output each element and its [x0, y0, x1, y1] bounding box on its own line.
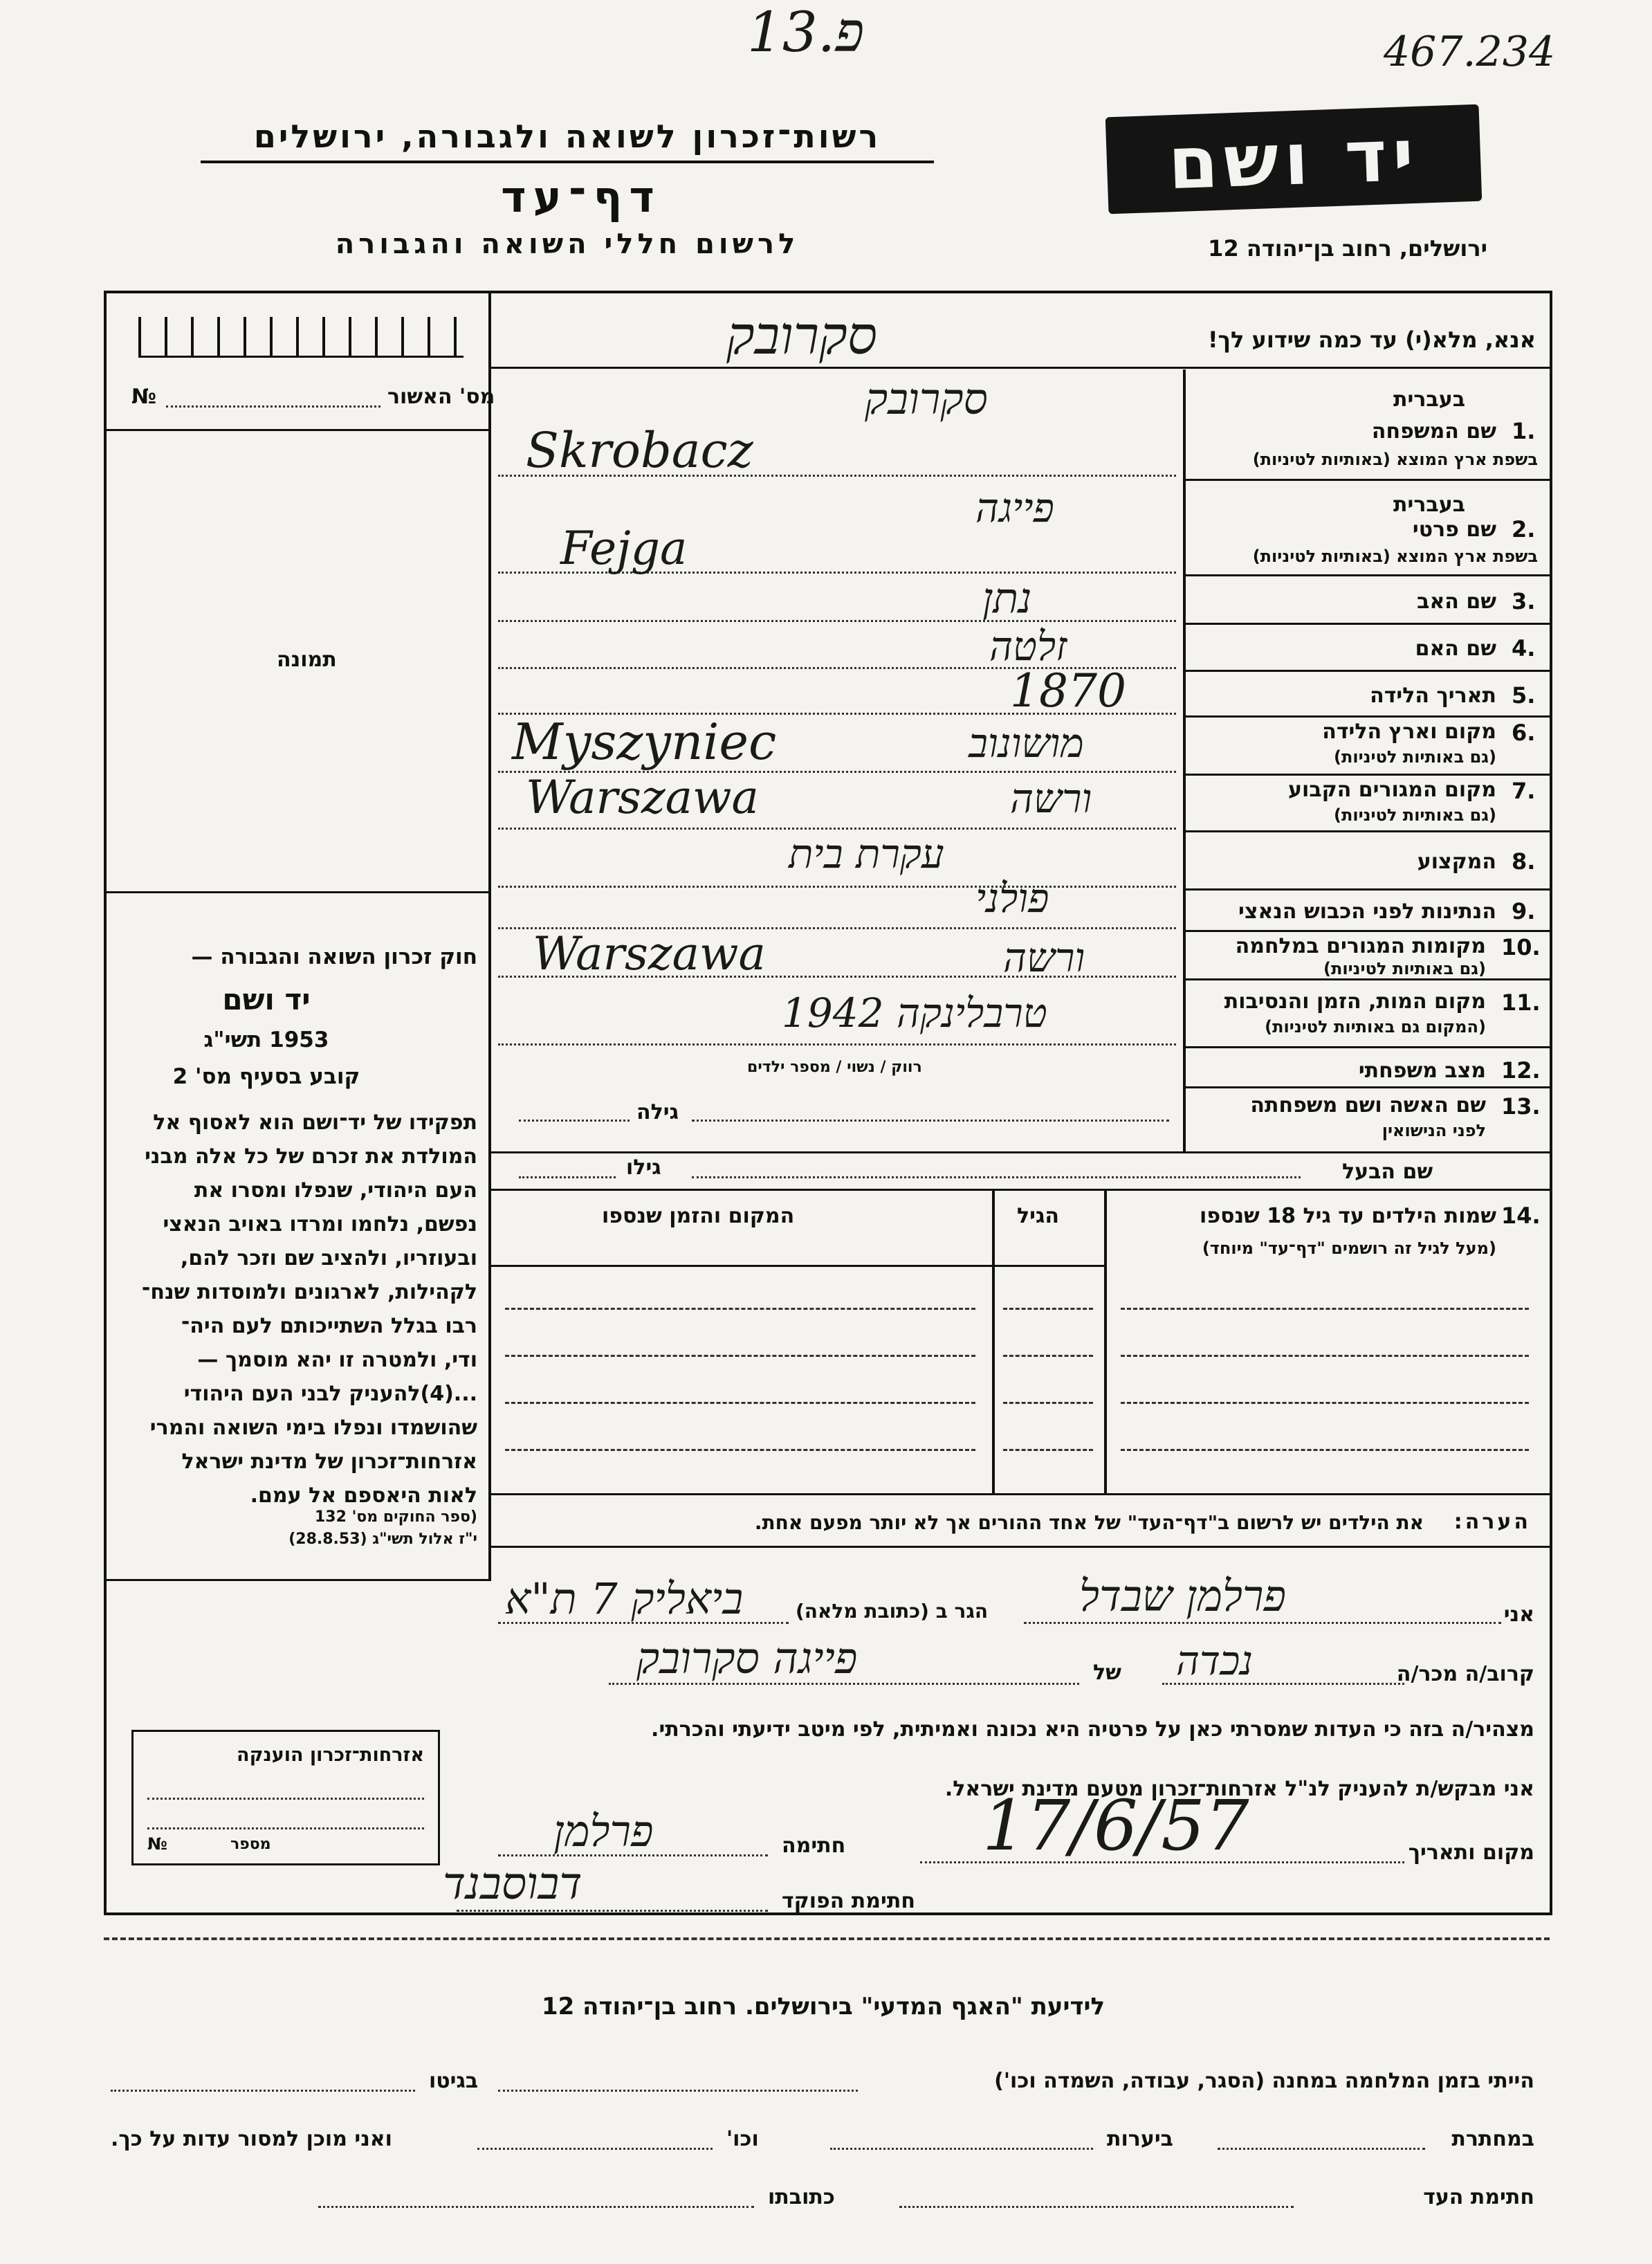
field-value-line: [498, 620, 1176, 622]
footer-testimony-label: ואני מוכן למסור עדות על כך.: [111, 2127, 392, 2151]
children-row-line: [1121, 1402, 1529, 1404]
row-rule: [1186, 479, 1550, 481]
field-6-sub: (גם באותיות לטיניות): [1334, 747, 1496, 767]
field-1-sub: בשפת ארץ המוצא (באותיות לטיניות): [1252, 450, 1538, 469]
instruction-handwritten-name: סקרובק: [726, 304, 877, 366]
field-1-number: 1.: [1512, 418, 1536, 444]
note-rule: [491, 1546, 1550, 1548]
signature-label: חתימה: [782, 1834, 846, 1858]
field-1-label: שם המשפחה: [1371, 419, 1496, 444]
instruction-row-rule: [488, 367, 1550, 369]
law-line: ודי, ולמטרה זו יהא מוסמך —: [197, 1348, 477, 1372]
children-row-line: [1003, 1355, 1093, 1357]
declaration-request: אני מבקש/ת להעניק לנ"ל אזרחות־זכרון מטעם מדינת ישראל.: [944, 1777, 1534, 1801]
instruction: אנא, מלא(י) עד כמה שידוע לך!: [1207, 327, 1536, 353]
field-13-sub: לפני הנישואין: [1382, 1121, 1486, 1140]
law-line: נפשם, נלחמו ומרדו באויב הנאצי: [163, 1212, 477, 1236]
hebrew-label-1: בעברית: [1393, 387, 1465, 412]
field-10-sub: (גם באותיות לטיניות): [1323, 959, 1486, 978]
law-line: המולדת את זכרם של כל אלה מבני: [145, 1144, 477, 1169]
approval-no-mark: №: [131, 385, 157, 409]
form-title: דף־עד: [501, 172, 661, 222]
approval-ticks: [138, 317, 464, 358]
row-rule: [1186, 670, 1550, 672]
note-text: את הילדים יש לרשום ב"דף־העד" של אחד ההורים אך לא יותר מפעם אחת.: [754, 1511, 1424, 1534]
field-4-label: שם האם: [1415, 637, 1496, 661]
row-rule: [1186, 930, 1550, 932]
first-name-latin-value: Fejga: [560, 522, 688, 575]
law-line: ובעוזריו, ולהציב שם וזכר להם,: [180, 1246, 477, 1270]
surname-hebrew-value: סקרובק: [865, 374, 988, 424]
approval-no-line: [166, 405, 380, 408]
footer-ghetto-label: בגיטו: [429, 2069, 479, 2093]
photo-label: תמונה: [277, 648, 337, 672]
war-place-latin-value: Warszawa: [533, 927, 766, 980]
wife-age-line: [519, 1120, 630, 1122]
field-3-label: שם האב: [1417, 590, 1496, 614]
footer-forests-label: ביערות: [1107, 2127, 1173, 2151]
field-11-sub: (המקום גם באותיות לטיניות): [1265, 1017, 1486, 1037]
law-text: [111, 1106, 477, 1513]
declaration-statement: מצהיר/ה בזה כי העדות שמסרתי כאן על פרטיה היא נכונה ואמיתית, לפי מיטב ידיעתי והכרתי.: [651, 1717, 1534, 1742]
hebrew-label-2: בעברית: [1393, 493, 1465, 517]
row-rule: [1186, 623, 1550, 625]
law-line: רבו בגלל השתייכותם לעם היה־: [181, 1314, 477, 1338]
law-ref-1: (ספר החוקים מס' 132: [314, 1508, 477, 1526]
org-line: רשות־זכרון לשואה ולגבורה, ירושלים: [253, 118, 881, 155]
law-line: ...(4)להעניק לבני העם היהודי: [183, 1382, 477, 1406]
left-panel-bottom-rule: [107, 1579, 491, 1581]
page-mark: 13.פ: [747, 0, 865, 64]
children-header-rule: [491, 1265, 1104, 1267]
children-row-line: [1121, 1449, 1529, 1451]
place-date-label: מקום ותאריך: [1408, 1841, 1534, 1865]
approval-no-label: מס' האשור: [387, 385, 495, 409]
relation-of-label: של: [1093, 1661, 1121, 1685]
officer-signature-line: [457, 1910, 768, 1912]
footer-ghetto-line: [111, 2090, 415, 2092]
row-rule: [1186, 715, 1550, 718]
logo: [1105, 104, 1483, 214]
children-row-line: [505, 1308, 975, 1310]
citizenship-line-1: [147, 1798, 424, 1800]
mother-name-value: זלטה: [989, 623, 1067, 670]
footer-underground-label: במחתרת: [1451, 2127, 1534, 2151]
citizenship-value: פולני: [975, 875, 1049, 922]
birth-year-value: 1870: [1010, 664, 1126, 718]
footer-camp-line: [498, 2090, 858, 2092]
field-13-number: 13.: [1501, 1093, 1541, 1120]
husband-name-line: [692, 1176, 1301, 1178]
field-7-sub: (גם באותיות לטיניות): [1334, 805, 1496, 825]
law-line: העם היהודי, שנפלו ומסרו את: [194, 1178, 477, 1203]
law-line: אזרחות־זכרון של מדינת ישראל: [181, 1450, 477, 1474]
field-13-label: שם האשה ושם משפחתה: [1250, 1093, 1486, 1117]
field-3-number: 3.: [1512, 588, 1536, 614]
citizenship-no-label: מספר: [230, 1836, 271, 1853]
citizenship-no-mark: №: [147, 1834, 167, 1854]
field-9-label: הנתינות לפני הכבוש הנאצי: [1238, 900, 1496, 924]
children-row-line: [505, 1355, 975, 1357]
law-title: חוק זכרון השואה והגבורה —: [191, 944, 477, 969]
footer-witness-sig-line: [899, 2206, 1294, 2208]
field-2-number: 2.: [1512, 516, 1536, 542]
footer-separator: [104, 1937, 1550, 1940]
law-line: תפקידו של יד־ושם הוא לאסוף אל: [153, 1111, 477, 1135]
field-8-label: המקצוע: [1417, 850, 1496, 874]
row-rule: [1186, 830, 1550, 832]
first-name-hebrew-value: פייגה: [975, 484, 1054, 531]
husband-age-line: [519, 1176, 616, 1178]
birth-place-latin-value: Myszyniec: [512, 713, 777, 771]
law-line: לאות היאספם אל עמם.: [250, 1484, 477, 1508]
children-col-2: [992, 1189, 995, 1493]
row-rule: [1186, 978, 1550, 980]
field-12-number: 12.: [1501, 1057, 1541, 1084]
field-6-label: מקום וארץ הלידה: [1322, 720, 1496, 744]
children-row-line: [1003, 1449, 1093, 1451]
field-2-label: שם פרטי: [1412, 518, 1496, 542]
children-row-line: [1121, 1355, 1529, 1357]
signature-value: פרלמן: [553, 1806, 654, 1856]
law-year-row: [118, 1028, 415, 1052]
archive-number: 467.234: [1384, 28, 1556, 76]
label-column-divider: [1183, 369, 1186, 1151]
org-underline: [201, 161, 934, 163]
field-11-label: מקום המות, הזמן והנסיבות: [1224, 989, 1486, 1014]
address: ירושלים, רחוב בן־יהודה 12: [1208, 235, 1487, 262]
children-col-place: המקום והזמן שנספו: [602, 1204, 795, 1228]
citizenship-line-2: [147, 1827, 424, 1829]
footer-forests-line: [830, 2148, 1093, 2150]
residence-hebrew-value: ורשה: [1010, 775, 1092, 822]
father-name-value: נתן: [982, 574, 1032, 623]
law-name: יד ושם: [222, 983, 311, 1016]
field-7-label: מקום המגורים הקבוע: [1288, 778, 1496, 802]
witness-name-line: [1024, 1622, 1501, 1624]
law-line: לקהילות, לארגונים ולמוסדות שנח־: [141, 1280, 477, 1304]
children-row-line: [505, 1449, 975, 1451]
footer-underground-line: [1218, 2148, 1425, 2150]
footer-address-line: [318, 2206, 754, 2208]
field-9-number: 9.: [1512, 898, 1536, 924]
row-rule: [1186, 774, 1550, 776]
footer-etc-line: [477, 2148, 713, 2150]
children-row-line: [1003, 1402, 1093, 1404]
field-14-number: 14.: [1501, 1203, 1541, 1229]
children-col-1: [1104, 1189, 1107, 1493]
witness-address-value: ביאליק 7 ת"א: [505, 1573, 744, 1624]
relation-value: נכדה: [1176, 1637, 1254, 1684]
surname-latin-value: Skrobacz: [526, 422, 753, 479]
left-panel-divider: [488, 293, 491, 1580]
date-value: 17/6/57: [982, 1785, 1249, 1866]
form-subtitle: לרשום חללי השואה והגבורה: [335, 228, 800, 260]
children-col-age: הגיל: [1017, 1204, 1059, 1228]
residence-latin-value: Warszawa: [526, 771, 759, 824]
war-place-hebrew-value: ורשה: [1003, 934, 1085, 981]
field-10-label: מקומות המגורים במלחמה: [1235, 934, 1486, 958]
field-2-sub: בשפת ארץ המוצא (באותיות לטיניות): [1252, 547, 1538, 566]
logo-text: יד ושם: [1166, 112, 1421, 206]
birth-place-hebrew-value: מושונוב: [969, 720, 1084, 767]
witness-address-label: הגר ב (כתובת מלאה): [796, 1600, 989, 1623]
citizenship-box-title: אזרחות־זכרון הוענקה: [237, 1744, 424, 1766]
row-rule: [1186, 888, 1550, 891]
footer-camp-label: הייתי בזמן המלחמה במחנה (הסגר, עבודה, השמדה וכו'): [994, 2069, 1534, 2093]
field-value-line: [498, 828, 1176, 830]
field-12-label: מצב משפחתי: [1358, 1059, 1486, 1083]
witness-name-value: פרלמן שבדל: [1079, 1571, 1286, 1621]
profession-value: עקרת בית: [789, 830, 944, 877]
field-value-line: [498, 886, 1176, 888]
relative-label: קרוב/ה מכר/ה: [1396, 1662, 1534, 1686]
relation-of-value: פייגה סקרובק: [636, 1633, 858, 1683]
field-14-sub: (מעל לגיל זה רושמים "דף־עד" מיוחד): [1202, 1239, 1496, 1258]
field-14-label: שמות הילדים עד גיל 18 שנספו: [1200, 1204, 1496, 1228]
citizenship-box: [131, 1730, 440, 1865]
note-label: הערה:: [1453, 1510, 1531, 1534]
field-10-number: 10.: [1501, 934, 1541, 960]
field-11-number: 11.: [1501, 989, 1541, 1016]
field-4-number: 4.: [1512, 635, 1536, 661]
field-6-number: 6.: [1512, 720, 1536, 746]
field-7-number: 7.: [1512, 778, 1536, 804]
declaration-i-label: אני: [1503, 1603, 1534, 1627]
field-5-label: תאריך הלידה: [1370, 684, 1496, 708]
husband-age-label: גילו: [626, 1156, 661, 1180]
law-line: שהושמדו ונפלו בימי השואה והמרי: [149, 1416, 477, 1440]
children-bottom-rule: [491, 1493, 1550, 1495]
row-rule: [1186, 1046, 1550, 1048]
law-ref-2: י"ז אלול תשי"ג (28.8.53): [288, 1531, 477, 1548]
officer-signature-label: חתימת הפוקד: [782, 1889, 915, 1913]
wife-name-line: [692, 1120, 1169, 1122]
law-year: 1953: [269, 1028, 329, 1052]
photo-rule: [107, 891, 488, 893]
husband-label: שם הבעל: [1342, 1160, 1433, 1184]
death-place-value: טרבלינקה 1942: [782, 989, 1047, 1037]
footer-witness-sig-label: חתימת העד: [1423, 2185, 1534, 2209]
field-5-number: 5.: [1512, 682, 1536, 709]
approval-rule: [107, 429, 488, 431]
children-row-line: [1003, 1308, 1093, 1310]
law-section: קובע בסעיף מס' 2: [172, 1064, 360, 1089]
children-row-line: [505, 1402, 975, 1404]
children-row-line: [1121, 1308, 1529, 1310]
field-value-line: [498, 1043, 1176, 1046]
row-rule: [491, 1189, 1550, 1191]
footer-address-label: כתובתו: [768, 2185, 835, 2209]
row-rule: [491, 1151, 1550, 1153]
footer-etc-label: וכו': [726, 2127, 759, 2151]
marital-options: רווק / נשוי / מספר ילדים: [747, 1059, 922, 1076]
law-year-heb: תשי"ג: [203, 1028, 262, 1052]
wife-age-label: גילה: [636, 1100, 679, 1124]
row-rule: [1186, 1086, 1550, 1088]
officer-signature-value: דבוסבנד: [443, 1859, 582, 1910]
field-8-number: 8.: [1512, 848, 1536, 875]
row-rule: [1186, 574, 1550, 576]
footer-title: לידיעת "האגף המדעי" בירושלים. רחוב בן־יהודה 12: [541, 1993, 1105, 2020]
